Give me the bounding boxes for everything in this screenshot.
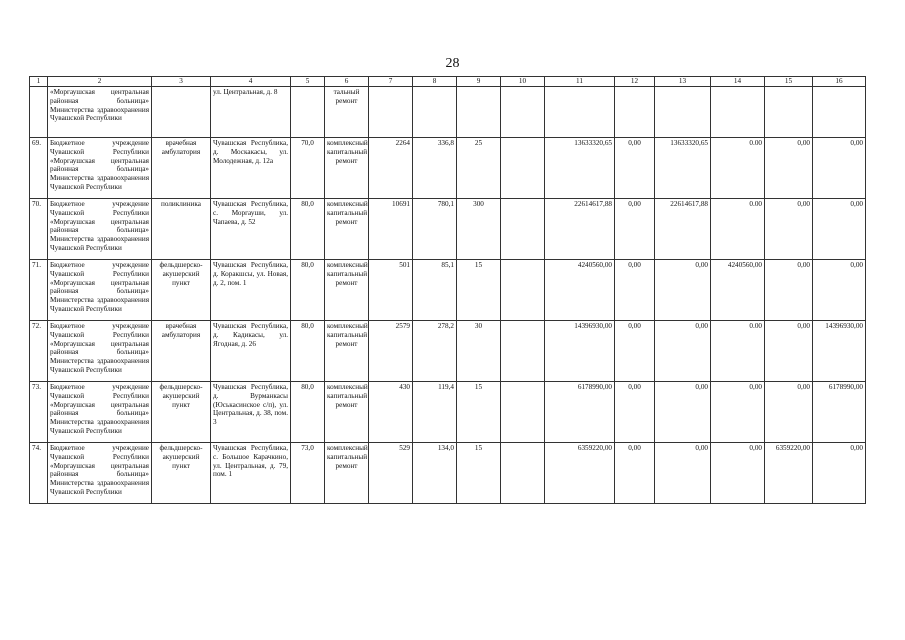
amount-cell: 22614617,88: [655, 199, 711, 260]
table-row: [30, 199, 866, 260]
cell: 30: [457, 321, 501, 382]
amount-cell: 0,00: [615, 199, 655, 260]
address-cell: Чувашская Республика, д. Вурманкасы (Юськасинское с/п), ул. Центральная, д. 38, пом. 3: [211, 382, 291, 443]
cell: 80,0: [291, 382, 325, 443]
amount-cell: 0,00: [813, 138, 866, 199]
cell: 501: [369, 260, 413, 321]
cell: 15: [457, 443, 501, 504]
facility-type-cell: поликлиника: [152, 199, 211, 260]
org-cell: Бюджетное учреждение Чувашской Республики «Моргаушская центральная районная больница» Министерства здравоохранения Чувашской Республики: [48, 199, 152, 260]
org-cell: Бюджетное учреждение Чувашской Республики «Моргаушская центральная районная больница» Министерства здравоохранения Чувашской Республики: [48, 321, 152, 382]
amount-cell: 0,00: [615, 382, 655, 443]
org-cell: Бюджетное учреждение Чувашской Республики «Моргаушская центральная районная больница» Министерства здравоохранения Чувашской Республики: [48, 260, 152, 321]
column-header: 3: [152, 77, 211, 87]
row-number-cell: 70.: [30, 199, 48, 260]
cell: 529: [369, 443, 413, 504]
work-type-cell: комплексный капитальный ремонт: [325, 321, 369, 382]
cell: 80,0: [291, 199, 325, 260]
work-type-cell: тальный ремонт: [325, 87, 369, 138]
cell: 80,0: [291, 321, 325, 382]
address-cell: Чувашская Республика, д. Коракшсы, ул. Новая, д. 2, пом. 1: [211, 260, 291, 321]
table-row: [30, 260, 866, 321]
org-cell: Бюджетное учреждение Чувашской Республики «Моргаушская центральная районная больница» Министерства здравоохранения Чувашской Республики: [48, 382, 152, 443]
page-number: 28: [445, 56, 460, 71]
column-header: 16: [813, 77, 866, 87]
column-header: 10: [501, 77, 545, 87]
amount-cell: 0,00: [813, 260, 866, 321]
amount-cell: 6178990,00: [545, 382, 615, 443]
column-header: 4: [211, 77, 291, 87]
amount-cell: 13633320,65: [655, 138, 711, 199]
cell: 119,4: [413, 382, 457, 443]
cell: [501, 260, 545, 321]
column-header: 15: [765, 77, 813, 87]
column-header: 12: [615, 77, 655, 87]
amount-cell: 0,00: [711, 443, 765, 504]
column-header: 1: [30, 77, 48, 87]
amount-cell: 6359220,00: [545, 443, 615, 504]
org-cell: «Моргаушская центральная районная больница» Министерства здравоохранения Чувашской Республики: [48, 87, 152, 138]
amount-cell: 0,00: [765, 260, 813, 321]
amount-cell: 4240560,00: [711, 260, 765, 321]
cell: 134,0: [413, 443, 457, 504]
amount-cell: 0,00: [655, 443, 711, 504]
amount-cell: 0,00: [655, 321, 711, 382]
amount-cell: 0,00: [615, 443, 655, 504]
amount-cell: 0,00: [765, 382, 813, 443]
cell: 10691: [369, 199, 413, 260]
column-header: 13: [655, 77, 711, 87]
amount-cell: 6359220,00: [765, 443, 813, 504]
address-cell: Чувашская Республика, с. Большое Карачкино, ул. Центральная, д. 79, пом. 1: [211, 443, 291, 504]
cell: [501, 382, 545, 443]
cell: 2264: [369, 138, 413, 199]
column-header: 7: [369, 77, 413, 87]
facility-type-cell: фельдшерско-акушерский пункт: [152, 382, 211, 443]
amount-cell: 13633320,65: [545, 138, 615, 199]
cell: [501, 321, 545, 382]
address-cell: Чувашская Республика, д. Москакасы, ул. Молодежная, д. 12а: [211, 138, 291, 199]
cell: [501, 443, 545, 504]
work-type-cell: комплексный капитальный ремонт: [325, 260, 369, 321]
work-type-cell: комплексный капитальный ремонт: [325, 199, 369, 260]
cell: [501, 138, 545, 199]
amount-cell: 14396930,00: [545, 321, 615, 382]
cell: 300: [457, 199, 501, 260]
amount-cell: 22614617,88: [545, 199, 615, 260]
row-number-cell: 72.: [30, 321, 48, 382]
column-header: 5: [291, 77, 325, 87]
cell: 336,8: [413, 138, 457, 199]
cell: 85,1: [413, 260, 457, 321]
cell: 780,1: [413, 199, 457, 260]
cell: 25: [457, 138, 501, 199]
column-header: 2: [48, 77, 152, 87]
column-header: 9: [457, 77, 501, 87]
cell: 73,0: [291, 443, 325, 504]
cell: 70,0: [291, 138, 325, 199]
amount-cell: 0,00: [711, 382, 765, 443]
table-row: [30, 321, 866, 382]
row-number-cell: 71.: [30, 260, 48, 321]
cell: 15: [457, 260, 501, 321]
cell: 80,0: [291, 260, 325, 321]
facility-type-cell: врачебная амбулатория: [152, 138, 211, 199]
column-header: 14: [711, 77, 765, 87]
facility-type-cell: фельдшерско-акушерский пункт: [152, 443, 211, 504]
org-cell: Бюджетное учреждение Чувашской Республики «Моргаушская центральная районная больница» Министерства здравоохранения Чувашской Республики: [48, 443, 152, 504]
amount-cell: 0,00: [615, 321, 655, 382]
row-number-cell: 73.: [30, 382, 48, 443]
amount-cell: 6178990,00: [813, 382, 866, 443]
amount-cell: 0,00: [655, 382, 711, 443]
amount-cell: 0,00: [813, 443, 866, 504]
work-type-cell: комплексный капитальный ремонт: [325, 443, 369, 504]
amount-cell: 0,00: [655, 260, 711, 321]
column-header: 11: [545, 77, 615, 87]
amount-cell: 4240560,00: [545, 260, 615, 321]
column-header: 6: [325, 77, 369, 87]
column-number-row: [30, 77, 866, 87]
amount-cell: 0.00: [711, 199, 765, 260]
facility-type-cell: фельдшерско-акушерский пункт: [152, 260, 211, 321]
amount-cell: 0,00: [813, 199, 866, 260]
cell: [501, 199, 545, 260]
facility-type-cell: врачебная амбулатория: [152, 321, 211, 382]
address-cell: Чувашская Республика, д. Кадикасы, ул. Ягодная, д. 26: [211, 321, 291, 382]
work-type-cell: комплексный капитальный ремонт: [325, 382, 369, 443]
amount-cell: 0.00: [711, 321, 765, 382]
register-table: [29, 76, 866, 504]
amount-cell: 14396930,00: [813, 321, 866, 382]
row-number-cell: 69.: [30, 138, 48, 199]
cell: 2579: [369, 321, 413, 382]
amount-cell: 0,00: [765, 199, 813, 260]
address-cell: ул. Центральная, д. 8: [211, 87, 291, 138]
table-row: [30, 382, 866, 443]
table-row: [30, 443, 866, 504]
amount-cell: 0,00: [615, 260, 655, 321]
work-type-cell: комплексный капитальный ремонт: [325, 138, 369, 199]
amount-cell: 0.00: [711, 138, 765, 199]
column-header: 8: [413, 77, 457, 87]
row-number-cell: 74.: [30, 443, 48, 504]
cell: 15: [457, 382, 501, 443]
cell: 430: [369, 382, 413, 443]
amount-cell: 0,00: [615, 138, 655, 199]
table-row: [30, 138, 866, 199]
cell: 278,2: [413, 321, 457, 382]
address-cell: Чувашская Республика, с. Моргауши, ул. Чапаева, д. 52: [211, 199, 291, 260]
continuation-row: [30, 87, 866, 138]
org-cell: Бюджетное учреждение Чувашской Республики «Моргаушская центральная районная больница» Министерства здравоохранения Чувашской Республики: [48, 138, 152, 199]
amount-cell: 0,00: [765, 321, 813, 382]
amount-cell: 0,00: [765, 138, 813, 199]
